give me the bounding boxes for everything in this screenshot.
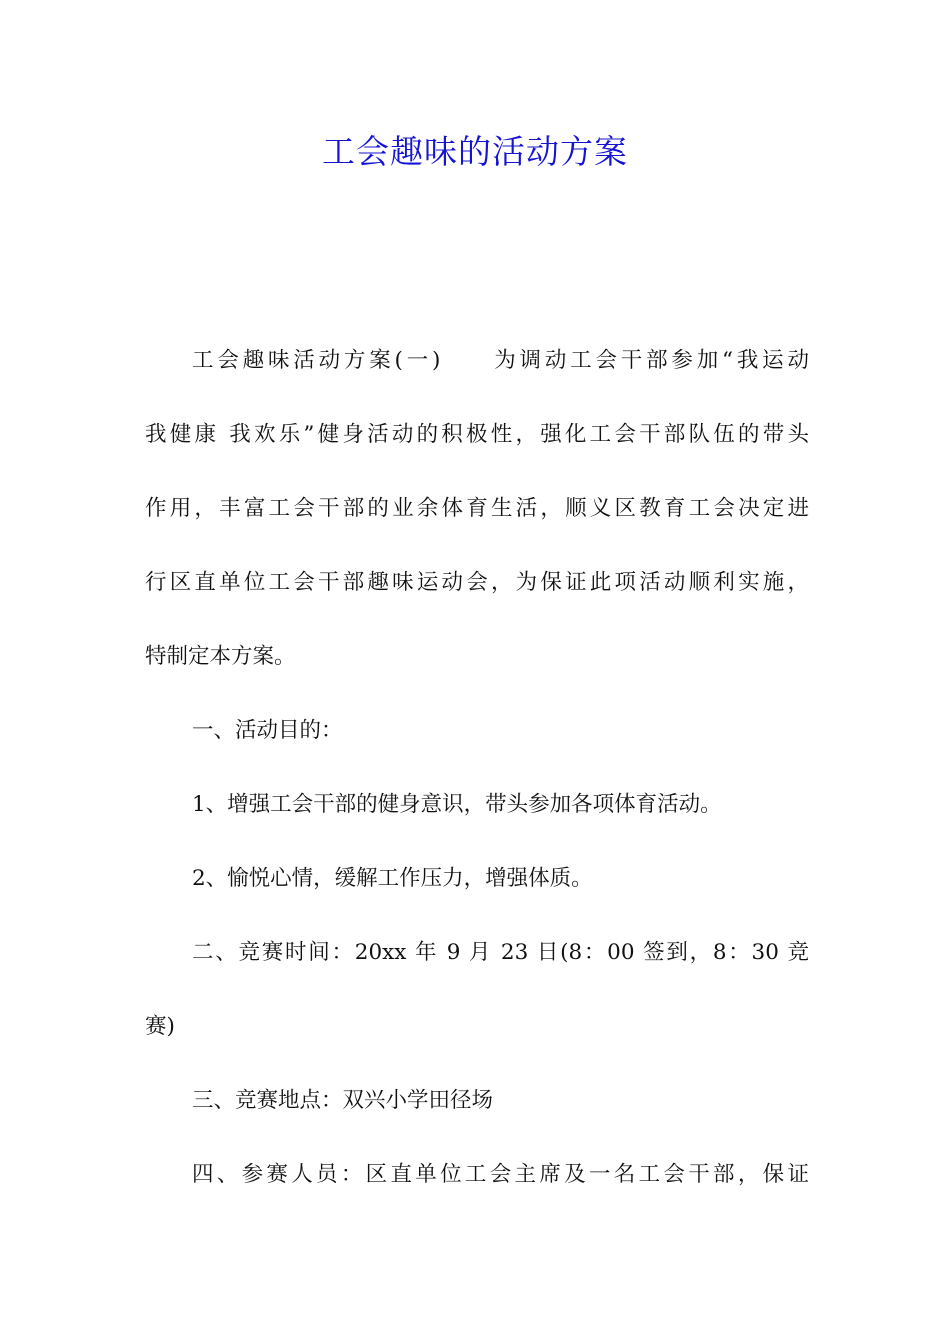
intro-line-5: 特制定本方案。: [145, 644, 296, 669]
document-body: [145, 324, 809, 1212]
intro-line-1: [145, 324, 809, 398]
section-2-line-2: 赛): [145, 1014, 175, 1039]
section-1-item-2: 2、愉悦心情，缓解工作压力，增强体质。: [192, 866, 593, 891]
intro-line-4: 行区直单位工会干部趣味运动会，为保证此项活动顺利实施，: [145, 570, 809, 595]
intro-line-3: 作用，丰富工会干部的业余体育生活，顺义区教育工会决定进: [145, 496, 809, 521]
section-3: 三、竞赛地点：双兴小学田径场: [192, 1088, 494, 1113]
section-4: 四、参赛人员：区直单位工会主席及一名工会干部，保证: [192, 1162, 809, 1187]
subtitle: 工会趣味活动方案(一): [192, 348, 441, 373]
section-2-line-1: 二、竞赛时间：20xx 年 9 月 23 日(8：00 签到，8：30 竞: [192, 940, 809, 965]
intro-text-1: 为调动工会干部参加“我运动: [490, 348, 809, 373]
section-1-item-1: 1、增强工会干部的健身意识，带头参加各项体育活动。: [192, 792, 722, 817]
document-title: 工会趣味的活动方案: [322, 132, 628, 171]
intro-line-2: 我健康 我欢乐”健身活动的积极性，强化工会干部队伍的带头: [145, 422, 809, 447]
section-1-heading: 一、活动目的：: [192, 718, 343, 743]
